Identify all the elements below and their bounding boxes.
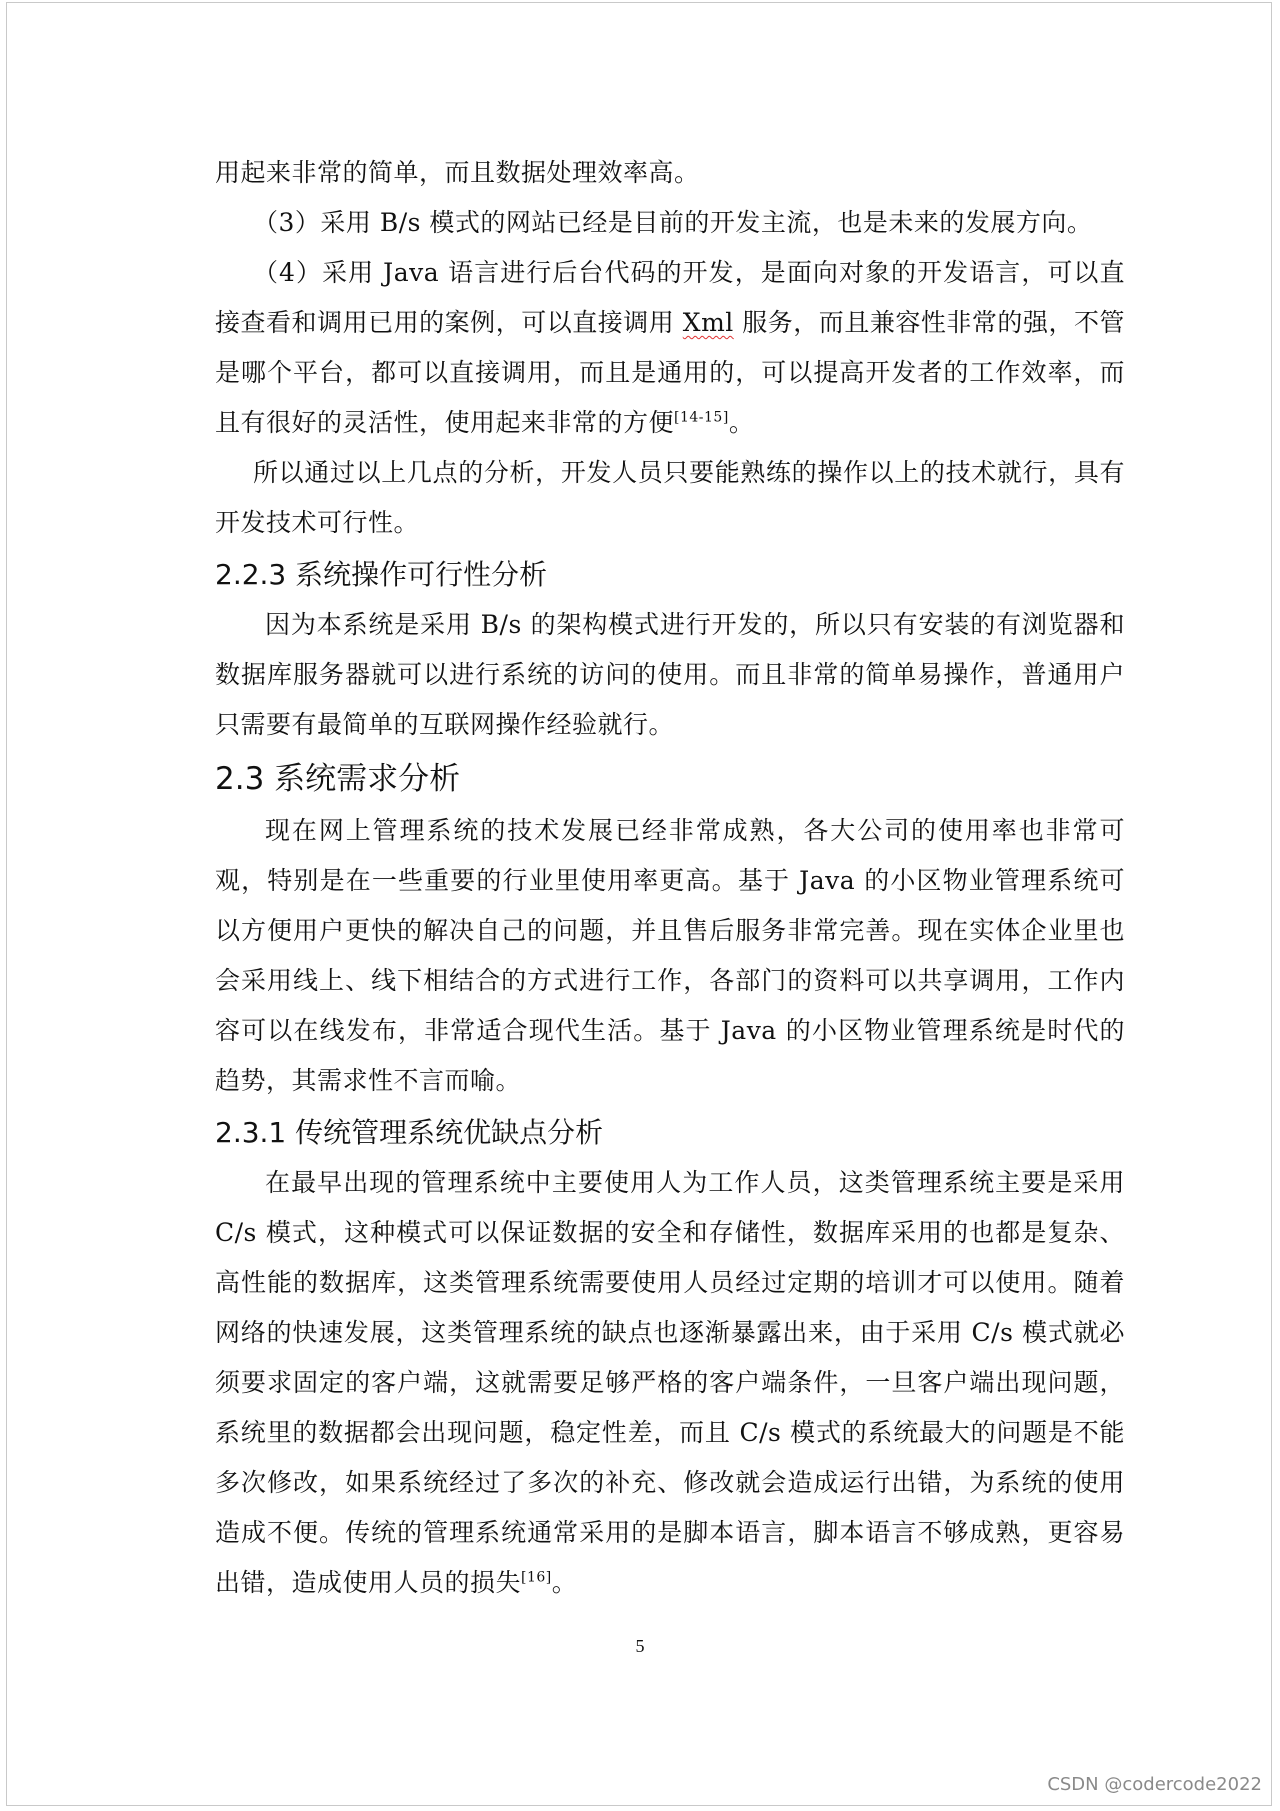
page-number: 5: [635, 1636, 645, 1656]
paragraph: 用起来非常的简单，而且数据处理效率高。: [215, 158, 700, 187]
text-run: 在最早出现的管理系统中主要使用人为工作人员，这类管理系统主要是采用 C/s 模式，这种模式可以保证数据的安全和存储性，数据库采用的也都是复杂、高性能的数据库，这类管理系统需要使用人员经过定期的培训才可以使用。随着网络的快速发展，这类管理系统的缺点也逐渐暴露出来，由于采用 C/s 模式就必须要求固定的客户端，这就需要足够严格的客户端条件，一旦客户端出现问题，系统里的数据都会出现问题，稳定性差，而且 C/s 模式的系统最大的问题是不能多次修改，如果系统经过了多次的补充、修改就会造成运行出错，为系统的使用造成不便。传统的管理系统通常采用的是脚本语言，脚本语言不够成熟，更容易出错，造成使用人员的损失: [215, 1168, 1125, 1597]
paragraph: 因为本系统是采用 B/s 的架构模式进行开发的，所以只有安装的有浏览器和数据库服务器就可以进行系统的访问的使用。而且非常的简单易操作，普通用户只需要有最简单的互联网操作经验就行。: [215, 610, 1125, 739]
paragraph: [215, 248, 1125, 448]
citation: [16]: [521, 1569, 552, 1586]
section-heading: 2.3 系统需求分析: [215, 761, 461, 797]
text-run: （4）采用 Java 语言进行后台代码的开发，是面向对象的开发语言，可以直接查看和调用已用的案例，可以直接调用: [215, 258, 1125, 337]
spellcheck-word: Xml: [682, 308, 734, 337]
paragraph: [215, 1158, 1125, 1608]
paragraph: 所以通过以上几点的分析，开发人员只要能熟练的操作以上的技术就行，具有开发技术可行性。: [215, 458, 1125, 537]
watermark: CSDN @codercode2022: [1047, 1774, 1262, 1795]
text-run: 服务，而且兼容性非常的强，不管是哪个平台，都可以直接调用，而且是通用的，可以提高开发者的工作效率，而且有很好的灵活性，使用起来非常的方便: [215, 308, 1125, 437]
text-run: 。: [728, 408, 755, 437]
paragraph: 现在网上管理系统的技术发展已经非常成熟，各大公司的使用率也非常可观，特别是在一些重要的行业里使用率更高。基于 Java 的小区物业管理系统可以方便用户更快的解决自己的问题，并且售后服务非常完善。现在实体企业里也会采用线上、线下相结合的方式进行工作，各部门的资料可以共享调用，工作内容可以在线发布，非常适合现代生活。基于 Java 的小区物业管理系统是时代的趋势，其需求性不言而喻。: [215, 816, 1125, 1095]
paragraph: （3）采用 B/s 模式的网站已经是目前的开发主流，也是未来的发展方向。: [253, 208, 1093, 237]
citation: [14-15]: [674, 409, 729, 426]
section-heading: 2.2.3 系统操作可行性分析: [215, 558, 548, 591]
section-heading: 2.3.1 传统管理系统优缺点分析: [215, 1116, 604, 1149]
document-body: [215, 148, 1125, 1608]
text-run: 。: [551, 1568, 578, 1597]
